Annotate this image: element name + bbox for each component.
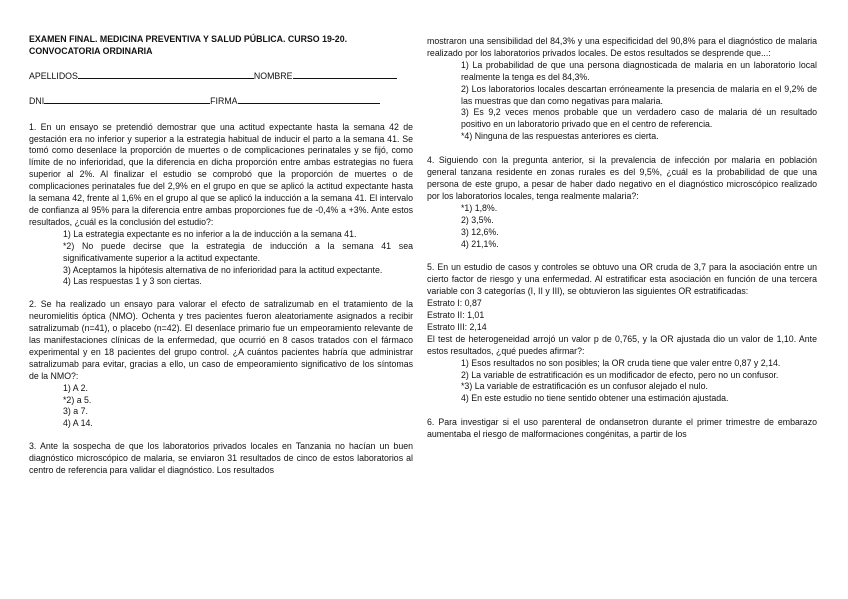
question-4 xyxy=(427,155,817,250)
question-4-option-2: 2) 3,5%. xyxy=(461,214,494,225)
question-3-option-4: *4) Ninguna de las respuestas anteriores es cierta. xyxy=(461,131,659,142)
question-1-option-4: 4) Las respuestas 1 y 3 son ciertas. xyxy=(63,276,202,287)
question-1-text: 1. En un ensayo se pretendió demostrar que una actitud expectante hasta la semana 42 de gestación era no inferior y superior a la estrategia habitual de inducir el parto a la semana 41. Se tomó como desenlace la proporción de muertes o de complicaciones perinatales y se fijó, como límite de no inferioridad, que la diferencia en dicha proporción entre ambas estrategias no fuera superior al 2%. Al finalizar el estudio se comprobó que la proporción de muertes o de complicaciones perinatales fue del 2,9% en el grupo en que se aplicó la actitud expectante hasta la semana 42, frente al 1,6% en el grupo al que se aplicó la inducción a la semana 41. El intervalo de confianza al 95% para la diferencia entre ambas proporciones fue de -0,4% a +3%. Ante estos resultados, ¿cuál es la conclusión del estudio?: xyxy=(29,121,413,227)
question-5-stratum-2: Estrato II: 1,01 xyxy=(427,310,485,321)
question-4-option-3: 3) 12,6%. xyxy=(461,226,499,237)
exam-title-line2: CONVOCATORIA ORDINARIA xyxy=(29,45,153,56)
question-3-options xyxy=(427,60,817,143)
question-1-option-2: *2) No puede decirse que la estrategia de inducción a la semana 41 sea significativamente superior a la actitud expectante. xyxy=(63,240,413,263)
question-2 xyxy=(29,299,413,430)
dni-field[interactable] xyxy=(44,95,210,104)
question-5-option-3: *3) La variable de estratificación es un confusor alejado el nulo. xyxy=(461,381,708,392)
question-5-stratum-3: Estrato III: 2,14 xyxy=(427,321,487,332)
dni-label: DNI xyxy=(29,95,45,106)
firma-field[interactable] xyxy=(238,95,380,104)
nombre-label: NOMBRE xyxy=(253,70,293,81)
exam-title xyxy=(29,34,413,58)
question-5-text-after: El test de heterogeneidad arrojó un valor p de 0,765, y la OR ajustada dio un valor de 1,10. Ante estos resultados, ¿qué puedes afirmar?: xyxy=(427,333,817,356)
dni-firma-row xyxy=(29,95,413,108)
question-5 xyxy=(427,262,817,405)
firma-label: FIRMA xyxy=(210,95,238,106)
question-2-option-2: *2) a 5. xyxy=(63,394,92,405)
question-2-option-4: 4) A 14. xyxy=(63,418,93,429)
question-2-option-1: 1) A 2. xyxy=(63,382,88,393)
question-3-text-continued: mostraron una sensibilidad del 84,3% y una especificidad del 90,8% para el diagnóstico de malaria realizado por los laboratorios privados locales. De estos resultados se desprende que...: xyxy=(427,36,817,58)
right-column xyxy=(427,36,817,441)
apellidos-field[interactable] xyxy=(78,70,254,79)
nombre-field[interactable] xyxy=(293,70,397,79)
question-2-option-3: 3) a 7. xyxy=(63,406,88,417)
question-3 xyxy=(29,441,413,477)
question-6-text: 6. Para investigar si el uso parenteral de ondansetron durante el primer trimestre de embarazo aumentaba el riesgo de malformaciones congénitas, a partir de los xyxy=(427,417,817,440)
question-4-text: 4. Siguiendo con la pregunta anterior, si la prevalencia de infección por malaria en población general tanzana residente en zonas rurales es del 9,5%, ¿cuál es la probabilidad de que una persona de este grupo, a pesar de haber dado negativo en el diagnóstico microscópico realizado por los laboratorios locales, tenga realmente malaria?: xyxy=(427,155,817,201)
question-1 xyxy=(29,122,413,289)
question-3-option-3: 3) Es 9,2 veces menos probable que un verdadero caso de malaria dé un resultado positivo en un laboratorio privado que en el centro de referencia. xyxy=(461,107,817,130)
question-5-options xyxy=(427,358,817,406)
question-6 xyxy=(427,417,817,441)
question-1-option-1: 1) La estrategia expectante es no inferior a la de inducción a la semana 41. xyxy=(63,228,357,239)
question-3-option-1: 1) La probabilidad de que una persona diagnosticada de malaria en un laboratorio local realmente la tenga es del 84,3%. xyxy=(461,59,817,82)
apellidos-label: APELLIDOS xyxy=(29,70,78,81)
question-1-options xyxy=(29,229,413,289)
question-3-text: 3. Ante la sospecha de que los laboratorios privados locales en Tanzania no hacían un buen diagnóstico microscópico de malaria, se enviaron 31 resultados de cinco de estos laboratorios al centro de referencia para validar el diagnóstico. Los resultados xyxy=(29,441,413,476)
question-5-option-1: 1) Esos resultados no son posibles; la OR cruda tiene que valer entre 0,87 y 2,14. xyxy=(461,357,781,368)
exam-title-line1: EXAMEN FINAL. MEDICINA PREVENTIVA Y SALUD PÚBLICA. CURSO 19-20. xyxy=(29,34,348,44)
apellidos-nombre-row xyxy=(29,70,413,83)
question-4-options xyxy=(427,203,817,251)
question-5-stratum-1: Estrato I: 0,87 xyxy=(427,298,482,309)
question-2-options xyxy=(29,383,413,431)
question-1-option-3: 3) Aceptamos la hipótesis alternativa de no inferioridad para la actitud expectante. xyxy=(63,264,383,275)
question-2-text: 2. Se ha realizado un ensayo para valorar el efecto de satralizumab en el tratamiento de la neuromielitis óptica (NMO). Ochenta y tres pacientes fueron aleatoriamente asignados a recibir satralizumab (n=41), o placebo (n=42). El desenlace primario fue un empeoramiento relevante de las manifestaciones clínicas de la enfermedad, que ocurrió en 8 casos tratados con el fármaco experimental y en 18 pacientes del grupo control. ¿A cuántos pacientes habría que administrar satralizumab para evitar, gracias a ello, un caso de empeoramiento significativo de los síntomas de la NMO?: xyxy=(29,299,413,381)
question-4-option-4: 4) 21,1%. xyxy=(461,238,499,249)
question-5-option-4: 4) En este estudio no tiene sentido obtener una estimación ajustada. xyxy=(461,393,729,404)
left-column xyxy=(29,34,413,477)
question-5-option-2: 2) La variable de estratificación es un modificador de efecto, pero no un confusor. xyxy=(461,369,779,380)
question-3-option-2: 2) Los laboratorios locales descartan erróneamente la presencia de malaria en el 9,2% de las muestras que dan como negativas para malaria. xyxy=(461,83,817,106)
question-4-option-1: *1) 1,8%. xyxy=(461,202,498,213)
question-5-text: 5. En un estudio de casos y controles se obtuvo una OR cruda de 3,7 para la asociación entre un cierto factor de riesgo y una enfermedad. Al estratificar esta asociación en función de una tercera variable con 3 categorías (I, II y III), se obtuvieron las siguientes OR estratificadas: xyxy=(427,262,817,297)
question-3-continued xyxy=(427,36,817,143)
